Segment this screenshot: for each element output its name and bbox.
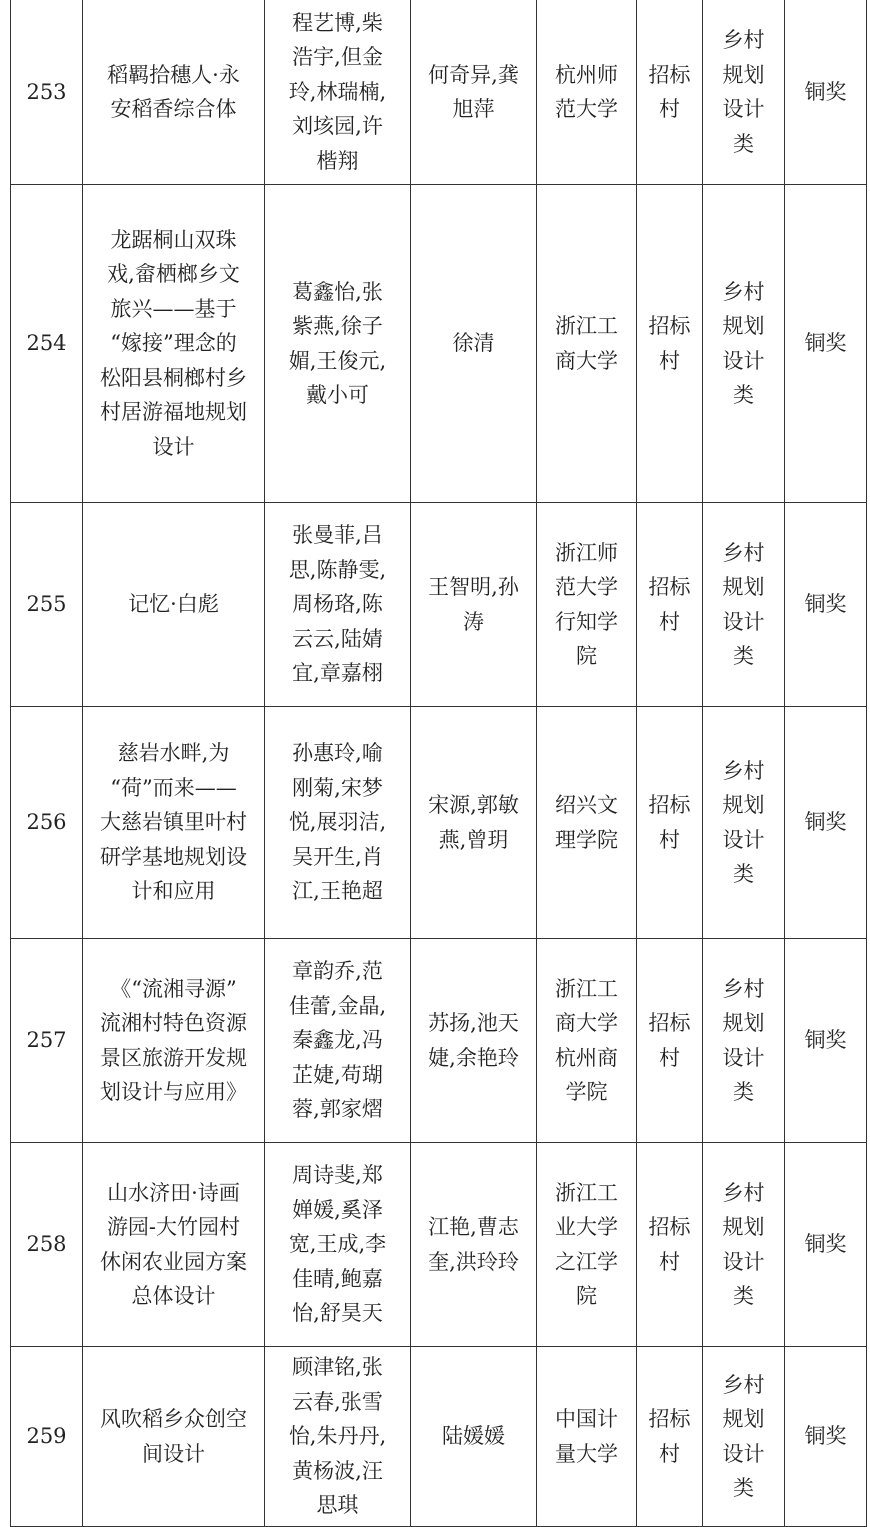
entry-number: 257 (11, 939, 83, 1143)
entry-number: 256 (11, 707, 83, 939)
school: 浙江工 商大学 杭州商 学院 (537, 939, 637, 1143)
village-category: 招标 村 (637, 1347, 703, 1527)
village-category: 招标 村 (637, 1143, 703, 1347)
school: 浙江师 范大学 行知学 院 (537, 503, 637, 707)
award-level: 铜奖 (785, 1143, 867, 1347)
village-category: 招标 村 (637, 503, 703, 707)
advisors: 江艳,曹志 奎,洪玲玲 (411, 1143, 537, 1347)
team-members: 顾津铭,张 云春,张雪 怡,朱丹丹, 黄杨波,汪 思琪 (265, 1347, 411, 1527)
project-type: 乡村 规划 设计 类 (703, 0, 785, 185)
project-name: 稻羁拾穗人·永 安稻香综合体 (83, 0, 265, 185)
village-category: 招标 村 (637, 0, 703, 185)
school: 绍兴文 理学院 (537, 707, 637, 939)
entry-number: 253 (11, 0, 83, 185)
team-members: 孙惠玲,喻 刚菊,宋梦 悦,展羽洁, 吴开生,肖 江,王艳超 (265, 707, 411, 939)
advisors: 王智明,孙 涛 (411, 503, 537, 707)
entry-number: 255 (11, 503, 83, 707)
entry-number: 254 (11, 185, 83, 503)
project-type: 乡村 规划 设计 类 (703, 939, 785, 1143)
project-name: 慈岩水畔,为 “荷”而来—— 大慈岩镇里叶村 研学基地规划设 计和应用 (83, 707, 265, 939)
school: 浙江工 业大学 之江学 院 (537, 1143, 637, 1347)
project-type: 乡村 规划 设计 类 (703, 1347, 785, 1527)
table-row (11, 939, 867, 1143)
team-members: 张曼菲,吕 思,陈静雯, 周杨珞,陈 云云,陆婧 宜,章嘉栩 (265, 503, 411, 707)
team-members: 章韵乔,范 佳蕾,金晶, 秦鑫龙,冯 芷婕,苟瑚 蓉,郭家熠 (265, 939, 411, 1143)
table-row (11, 185, 867, 503)
village-category: 招标 村 (637, 939, 703, 1143)
project-type: 乡村 规划 设计 类 (703, 1143, 785, 1347)
project-type: 乡村 规划 设计 类 (703, 503, 785, 707)
award-level: 铜奖 (785, 185, 867, 503)
village-category: 招标 村 (637, 707, 703, 939)
table-row (11, 503, 867, 707)
school: 中国计 量大学 (537, 1347, 637, 1527)
project-name: 《“流湘寻源” 流湘村特色资源 景区旅游开发规 划设计与应用》 (83, 939, 265, 1143)
village-category: 招标 村 (637, 185, 703, 503)
table-row (11, 1143, 867, 1347)
table-row (11, 707, 867, 939)
advisors: 徐清 (411, 185, 537, 503)
awards-table (10, 0, 867, 1527)
project-name: 山水济田·诗画 游园-大竹园村 休闲农业园方案 总体设计 (83, 1143, 265, 1347)
award-level: 铜奖 (785, 503, 867, 707)
project-type: 乡村 规划 设计 类 (703, 707, 785, 939)
award-level: 铜奖 (785, 707, 867, 939)
award-level: 铜奖 (785, 1347, 867, 1527)
entry-number: 258 (11, 1143, 83, 1347)
advisors: 陆媛媛 (411, 1347, 537, 1527)
advisors: 苏扬,池天 婕,余艳玲 (411, 939, 537, 1143)
table-row (11, 1347, 867, 1527)
project-name: 龙踞桐山双珠 戏,畲栖榔乡文 旅兴——基于 “嫁接”理念的 松阳县桐榔村乡 村居游福地规划 设计 (83, 185, 265, 503)
team-members: 程艺博,柴 浩宇,但金 玲,林瑞楠, 刘垓园,许 楷翔 (265, 0, 411, 185)
school: 杭州师 范大学 (537, 0, 637, 185)
school: 浙江工 商大学 (537, 185, 637, 503)
award-level: 铜奖 (785, 0, 867, 185)
advisors: 何奇异,龚 旭萍 (411, 0, 537, 185)
team-members: 葛鑫怡,张 紫燕,徐子 媚,王俊元, 戴小可 (265, 185, 411, 503)
project-name: 风吹稻乡众创空 间设计 (83, 1347, 265, 1527)
team-members: 周诗斐,郑 婵媛,奚泽 宽,王成,李 佳晴,鲍嘉 怡,舒昊天 (265, 1143, 411, 1347)
table-row (11, 0, 867, 185)
project-name: 记忆·白彪 (83, 503, 265, 707)
entry-number: 259 (11, 1347, 83, 1527)
advisors: 宋源,郭敏 燕,曾玥 (411, 707, 537, 939)
project-type: 乡村 规划 设计 类 (703, 185, 785, 503)
award-level: 铜奖 (785, 939, 867, 1143)
